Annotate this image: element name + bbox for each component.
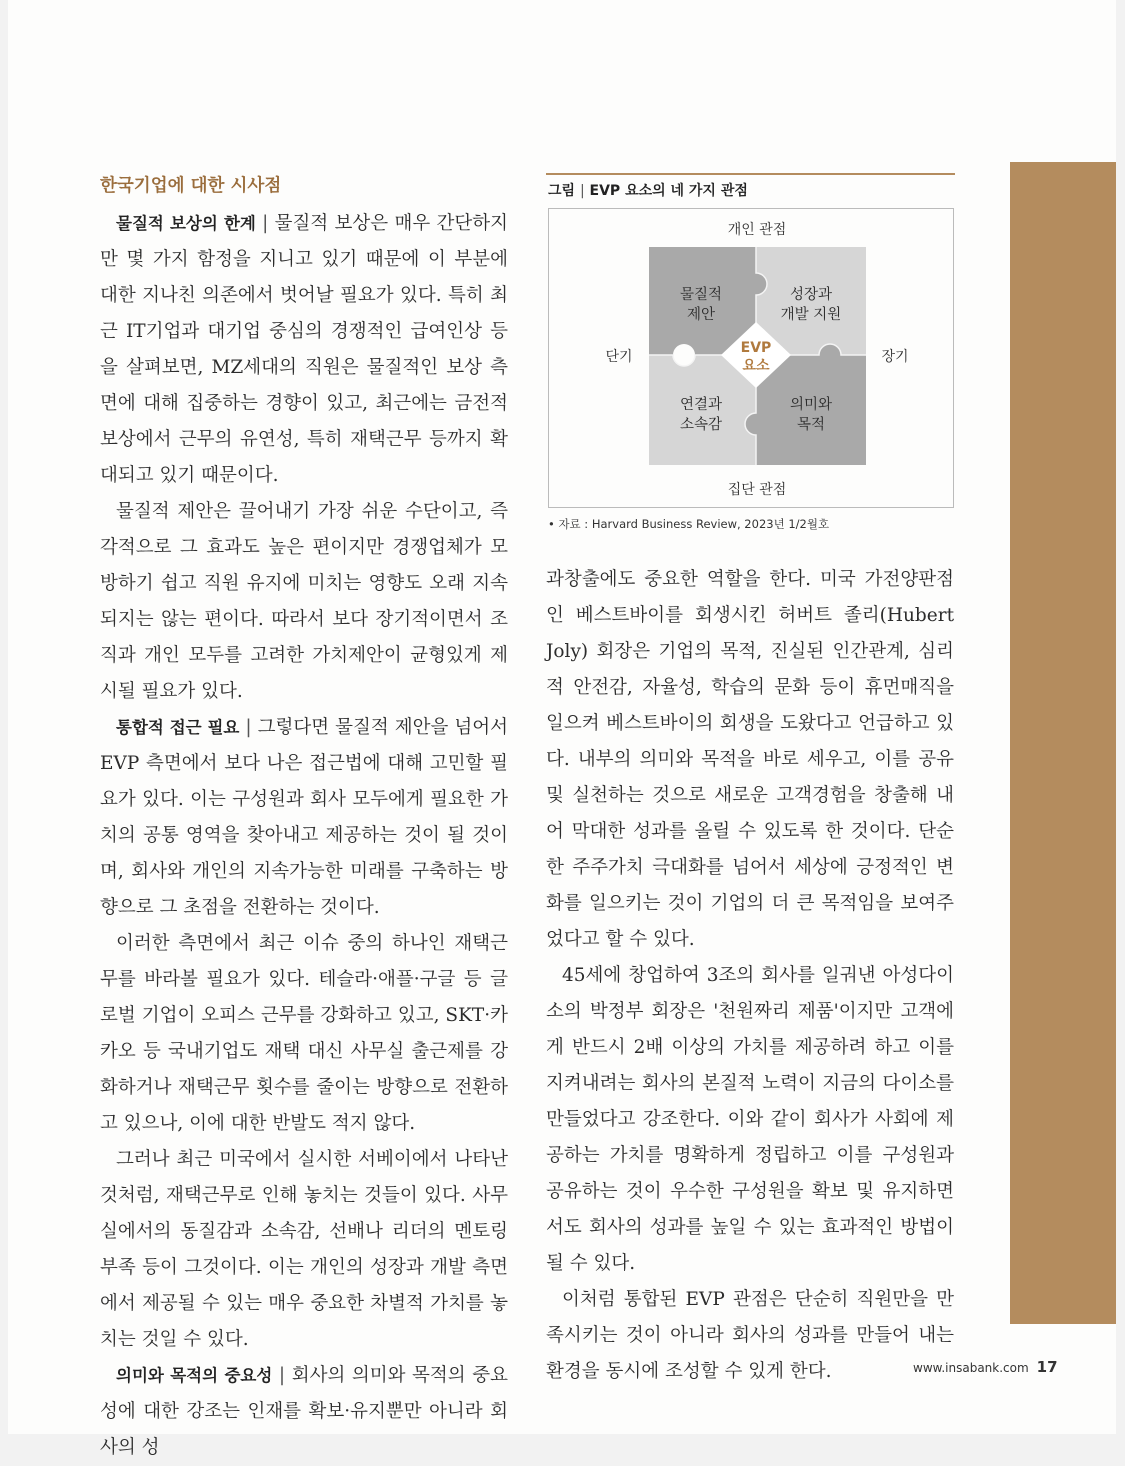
right-column — [546, 562, 954, 1390]
figure-box — [548, 208, 954, 508]
left-column — [100, 166, 508, 1466]
piece-label: 물질적 — [679, 287, 723, 303]
paragraph-lead: 통합적 접근 필요 — [116, 718, 240, 737]
piece-label: 성장과 — [789, 287, 833, 303]
paragraph: 45세에 창업하여 3조의 회사를 일궈낸 아성다이소의 박정부 회장은 '천원짜리 제품'이지만 고객에게 반드시 2배 이상의 가치를 제공하려 하고 이를 지켜내려는 회사의 본질적 노력이 지금의 다이소를 만들었다고 강조한다. 이와 같이 회사가 사회에 제공하는 가치를 명확하게 정립하고 이를 구성원과 공유하는 것이 우수한 구성원을 확보 및 유지하면서도 회사의 성과를 높일 수 있는 효과적인 방법이 될 수 있다. — [546, 965, 954, 1274]
figure-title-text: EVP 요소의 네 가지 관점 — [589, 183, 748, 199]
piece-label: 연결과 — [679, 397, 723, 413]
piece-label: 목적 — [796, 417, 826, 433]
figure-title-prefix: 그림 — [548, 183, 576, 199]
page-number: 17 — [1036, 1358, 1058, 1376]
top-axis-label: 개인 관점 — [727, 222, 787, 238]
paragraph-text: 그렇다면 물질적 제안을 넘어서 EVP 측면에서 보다 나은 접근법에 대해 고민할 필요가 있다. 이는 구성원과 회사 모두에게 필요한 가치의 공통 영역을 찾아내고 제공하는 것이 될 것이며, 회사와 개인의 지속가능한 미래를 구축하는 방향으로 그 초점을 전환하는 것이다. — [100, 717, 509, 918]
piece-label: 제안 — [686, 307, 716, 323]
paragraph-lead: 의미와 목적의 중요성 — [116, 1366, 273, 1385]
center-label-line1: EVP — [740, 340, 772, 356]
paragraph: 이러한 측면에서 최근 이슈 중의 하나인 재택근무를 바라볼 필요가 있다. 테슬라·애플·구글 등 글로벌 기업이 오피스 근무를 강화하고 있고, SKT·카카오 등 국내기업도 재택 대신 사무실 출근제를 강화하거나 재택근무 횟수를 줄이는 방향으로 전환하고 있으나, 이에 대한 반발도 적지 않다. — [100, 933, 508, 1134]
paragraph: 물질적 제안은 끌어내기 가장 쉬운 수단이고, 즉각적으로 그 효과도 높은 편이지만 경쟁업체가 모방하기 쉽고 직원 유지에 미치는 영향도 오래 지속되지는 않는 편이다. 따라서 보다 장기적이면서 조직과 개인 모두를 고려한 가치제안이 균형있게 제시될 필요가 있다. — [100, 501, 508, 702]
paragraph: 과창출에도 중요한 역할을 한다. 미국 가전양판점인 베스트바이를 회생시킨 허버트 졸리(Hubert Joly) 회장은 기업의 목적, 진실된 인간관계, 심리적 안전감, 자율성, 학습의 문화 등이 휴먼매직을 일으켜 베스트바이의 회생을 도왔다고 언급하고 있다. 내부의 의미와 목적을 바로 세우고, 이를 공유 및 실천하는 것으로 새로운 고객경험을 창출해 내어 막대한 성과를 올릴 수 있도록 한 것이다. 단순한 주주가치 극대화를 넘어서 세상에 긍정적인 변화를 일으키는 것이 기업의 더 큰 목적임을 보여주었다고 할 수 있다. — [546, 569, 954, 950]
footer-url: www.insabank.com — [913, 1361, 1029, 1375]
evp-puzzle-diagram — [549, 209, 955, 509]
paragraph — [100, 710, 508, 926]
paragraph — [100, 206, 508, 494]
separator: | — [278, 1365, 286, 1386]
paragraph — [100, 1358, 508, 1466]
figure-title — [548, 180, 748, 202]
paragraph-lead: 물질적 보상의 한계 — [116, 214, 256, 233]
separator: | — [262, 213, 269, 234]
figure-source: • 자료 : Harvard Business Review, 2023년 1/2월호 — [548, 517, 830, 531]
left-axis-label: 단기 — [605, 349, 633, 365]
side-color-tab — [1010, 162, 1116, 1324]
section-title: 한국기업에 대한 시사점 — [100, 176, 282, 196]
paragraph-text: 회사의 의미와 목적의 중요성에 대한 강조는 인재를 확보·유지뿐만 아니라 회사의 성 — [100, 1365, 508, 1458]
paragraph: 이처럼 통합된 EVP 관점은 단순히 직원만을 만족시키는 것이 아니라 회사의 성과를 만들어 내는 환경을 동시에 조성할 수 있게 한다. — [546, 1289, 954, 1382]
paragraph-text: 물질적 보상은 매우 간단하지만 몇 가지 함정을 지니고 있기 때문에 이 부분에 대한 지나친 의존에서 벗어날 필요가 있다. 특히 최근 IT기업과 대기업 중심의 경쟁적인 급여인상 등을 살펴보면, MZ세대의 직원은 물질적인 보상 측면에 대해 집중하는 경향이 있고, 최근에는 금전적 보상에서 근무의 유연성, 특히 재택근무 등까지 확대되고 있기 때문이다. — [100, 213, 508, 486]
separator: | — [245, 717, 252, 738]
bottom-axis-label: 집단 관점 — [727, 482, 787, 498]
piece-label: 의미와 — [789, 397, 833, 413]
paragraph: 그러나 최근 미국에서 실시한 서베이에서 나타난 것처럼, 재택근무로 인해 놓치는 것들이 있다. 사무실에서의 동질감과 소속감, 선배나 리더의 멘토링 부족 등이 그것이다. 이는 개인의 성장과 개발 측면에서 제공될 수 있는 매우 중요한 차별적 가치를 놓치는 것일 수 있다. — [100, 1149, 508, 1350]
page-footer — [913, 1358, 1058, 1376]
piece-label: 개발 지원 — [780, 307, 842, 323]
center-label-line2: 요소 — [742, 358, 770, 374]
right-axis-label: 장기 — [881, 349, 909, 365]
separator: | — [579, 183, 585, 199]
piece-label: 소속감 — [679, 417, 723, 433]
figure-top-rule — [546, 173, 955, 175]
